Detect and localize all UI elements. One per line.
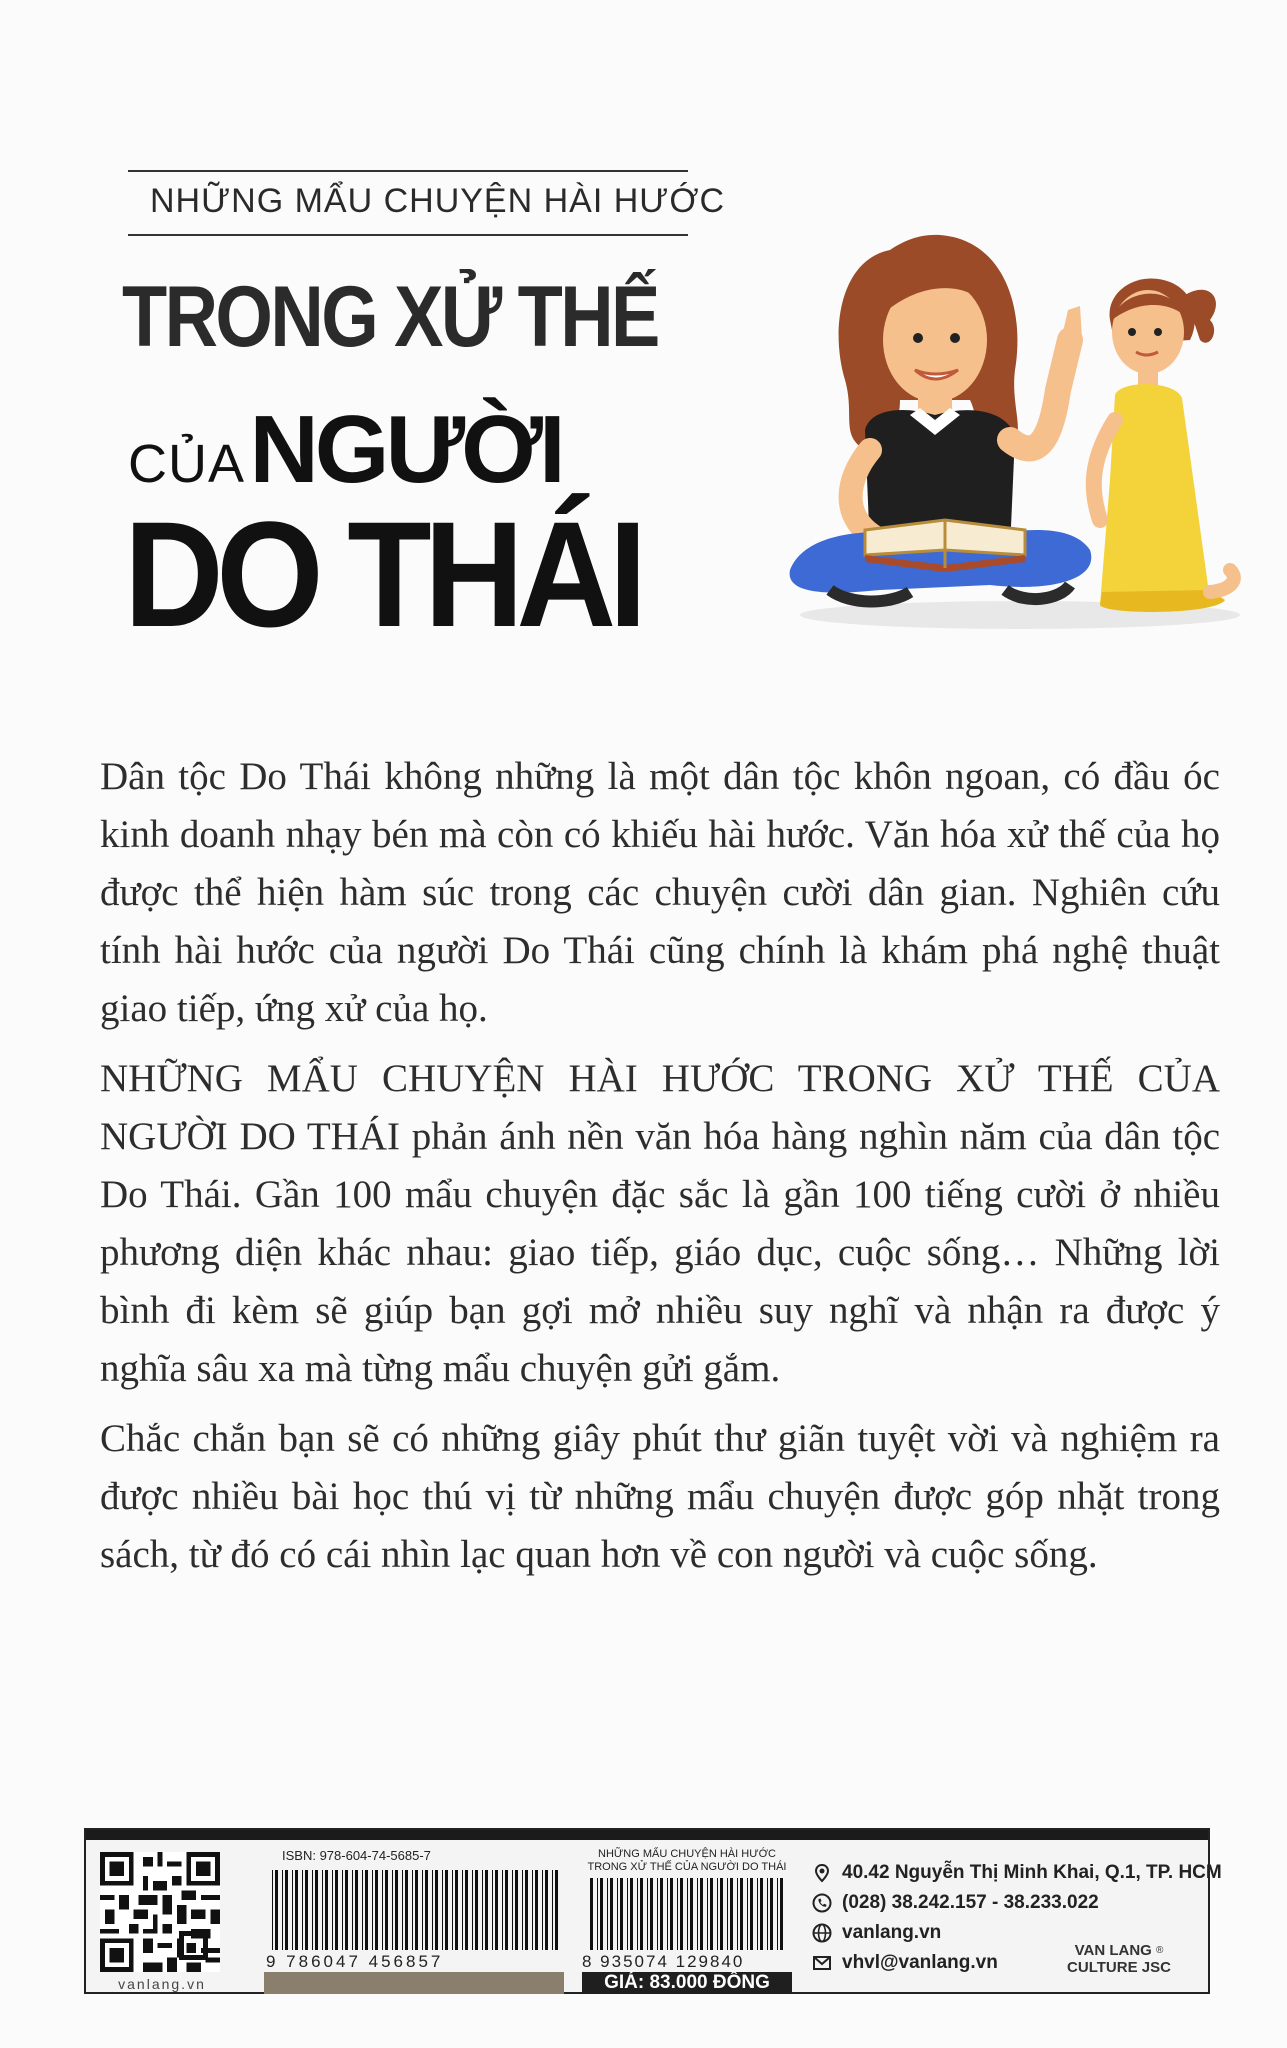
barcode-bar <box>707 1878 708 1950</box>
barcode-bar <box>690 1878 693 1950</box>
product-barcode <box>588 1878 784 1950</box>
barcode-bar <box>620 1878 623 1950</box>
barcode-bar <box>352 1870 353 1950</box>
barcode-bar <box>525 1870 528 1950</box>
contact-address-row <box>812 1858 1222 1888</box>
barcode-bar <box>385 1870 388 1950</box>
registered-mark-icon: ® <box>1156 1945 1164 1956</box>
brand-name: VAN LANG <box>1074 1942 1152 1959</box>
barcode-bar <box>780 1878 783 1950</box>
barcode-bar <box>630 1878 633 1950</box>
barcode-bar <box>670 1878 673 1950</box>
barcode-bar <box>465 1870 468 1950</box>
barcode-bar <box>285 1870 288 1950</box>
blurb-paragraph-3: Chắc chắn bạn sẽ có những giây phút thư giãn tuyệt vời và nghiệm ra được nhiều bài học thú vị từ những mẩu chuyện được góp nhặt trong sách, từ đó có cái nhìn lạc quan hơn về con người và cuộc sống. <box>100 1417 1220 1576</box>
barcode-bar <box>322 1870 323 1950</box>
back-cover-blurb <box>100 748 1220 1596</box>
globe-icon <box>812 1923 832 1943</box>
location-pin-icon <box>812 1863 832 1883</box>
publisher-brand <box>1054 1942 1184 1976</box>
barcode-bar <box>680 1878 683 1950</box>
barcode-bar <box>462 1870 463 1950</box>
barcode-bar <box>600 1878 603 1950</box>
barcode-bar <box>647 1878 648 1950</box>
barcode-bar <box>720 1878 723 1950</box>
barcode-bar <box>392 1870 393 1950</box>
barcode-bar <box>372 1870 373 1950</box>
barcode-bar <box>312 1870 313 1950</box>
barcode-bar <box>302 1870 303 1950</box>
barcode-bar <box>452 1870 453 1950</box>
price-book-title: NHỮNG MẨU CHUYỆN HÀI HƯỚC TRONG XỬ THẾ CỦA NGƯỜI DO THÁI <box>587 1848 787 1873</box>
blurb-paragraph-1: Dân tộc Do Thái không những là một dân tộc khôn ngoan, có đầu óc kinh doanh nhạy bén mà còn có khiếu hài hước. Văn hóa xử thế của họ được thể hiện hàm súc trong các chuyện cười dân gian. Nghiên cứu tính hài hước của người Do Thái cũng chính là khám phá nghệ thuật giao tiếp, ứng xử của họ. <box>100 755 1220 1030</box>
barcode-bar <box>555 1870 558 1950</box>
barcode-bar <box>485 1870 488 1950</box>
barcode-bar <box>777 1878 778 1950</box>
barcode-bar <box>405 1870 408 1950</box>
barcode-bar <box>355 1870 358 1950</box>
barcode-bar <box>515 1870 518 1950</box>
barcode-bar <box>275 1870 278 1950</box>
barcode-bar <box>472 1870 473 1950</box>
barcode-bar <box>737 1878 738 1950</box>
isbn-digits: 9 786047 456857 <box>266 1952 444 1971</box>
barcode-bar <box>740 1878 743 1950</box>
barcode-bar <box>770 1878 773 1950</box>
barcode-bar <box>402 1870 403 1950</box>
barcode-bar <box>597 1878 598 1950</box>
barcode-bar <box>415 1870 418 1950</box>
book-title-line1: TRONG XỬ THẾ <box>122 269 658 365</box>
isbn-label: ISBN: 978-604-74-5685-7 <box>282 1848 431 1863</box>
barcode-bar <box>442 1870 443 1950</box>
book-title-line3: DO THÁI <box>124 490 640 658</box>
publisher-info-bar <box>84 1828 1222 1994</box>
isbn-color-strip <box>264 1972 564 1994</box>
book-title-cua: CỦA <box>128 434 246 494</box>
barcode-bar <box>700 1878 703 1950</box>
barcode-bar <box>730 1878 733 1950</box>
barcode-bar <box>660 1878 663 1950</box>
price-block <box>582 1848 792 1993</box>
barcode-bar <box>697 1878 698 1950</box>
barcode-bar <box>345 1870 348 1950</box>
mother-daughter-illustration <box>770 220 1250 640</box>
barcode-bar <box>687 1878 688 1950</box>
series-rule-top <box>128 170 688 172</box>
barcode-bar <box>292 1870 293 1950</box>
barcode-bar <box>315 1870 318 1950</box>
series-rule-bottom <box>128 234 688 236</box>
barcode-bar <box>750 1878 753 1950</box>
barcode-bar <box>342 1870 343 1950</box>
barcode-bar <box>505 1870 508 1950</box>
barcode-bar <box>657 1878 658 1950</box>
barcode-bar <box>767 1878 768 1950</box>
barcode-bar <box>432 1870 433 1950</box>
barcode-bar <box>305 1870 308 1950</box>
barcode-bar <box>542 1870 543 1950</box>
book-title-nguoi: NGƯỜI <box>249 396 562 503</box>
isbn-block <box>266 1848 566 1990</box>
isbn-barcode <box>270 1870 562 1950</box>
barcode-bar <box>535 1870 538 1950</box>
contact-website: vanlang.vn <box>842 1922 942 1943</box>
barcode-bar <box>502 1870 503 1950</box>
barcode-bar <box>332 1870 333 1950</box>
barcode-bar <box>375 1870 378 1950</box>
barcode-bar <box>667 1878 668 1950</box>
phone-icon <box>812 1893 832 1913</box>
brand-subtitle: CULTURE JSC <box>1067 1959 1171 1976</box>
contact-phone: (028) 38.242.157 - 38.233.022 <box>842 1892 1099 1913</box>
barcode-bar <box>677 1878 678 1950</box>
price-label: GIÁ: 83.000 ĐỒNG <box>582 1972 792 1994</box>
barcode-bar <box>272 1870 273 1950</box>
barcode-bar <box>495 1870 498 1950</box>
barcode-bar <box>475 1870 478 1950</box>
barcode-bar <box>425 1870 428 1950</box>
barcode-bar <box>532 1870 533 1950</box>
barcode-bar <box>382 1870 383 1950</box>
envelope-icon <box>812 1953 832 1973</box>
barcode-bar <box>545 1870 548 1950</box>
barcode-bar <box>335 1870 338 1950</box>
barcode-bar <box>512 1870 513 1950</box>
qr-caption: vanlang.vn <box>118 1976 206 1992</box>
barcode-bar <box>710 1878 713 1950</box>
barcode-bar <box>727 1878 728 1950</box>
barcode-bar <box>482 1870 483 1950</box>
qr-code <box>100 1852 220 1972</box>
barcode-bar <box>412 1870 413 1950</box>
barcode-bar <box>362 1870 363 1950</box>
barcode-bar <box>422 1870 423 1950</box>
barcode-bar <box>282 1870 283 1950</box>
barcode-bar <box>610 1878 613 1950</box>
barcode-bar <box>295 1870 298 1950</box>
barcode-bar <box>492 1870 493 1950</box>
contact-address: 40.42 Nguyễn Thị Minh Khai, Q.1, TP. HCM <box>842 1862 1222 1883</box>
barcode-bar <box>445 1870 448 1950</box>
barcode-bar <box>637 1878 638 1950</box>
barcode-bar <box>747 1878 748 1950</box>
barcode-bar <box>627 1878 628 1950</box>
barcode-bar <box>552 1870 553 1950</box>
barcode-bar <box>717 1878 718 1950</box>
bar-top-band <box>86 1830 1208 1840</box>
barcode-bar <box>650 1878 653 1950</box>
product-barcode-digits: 8 935074 129840 <box>582 1952 745 1971</box>
blurb-paragraph-2: NHỮNG MẨU CHUYỆN HÀI HƯỚC TRONG XỬ THẾ CỦA NGƯỜI DO THÁI phản ánh nền văn hóa hàng nghìn năm của dân tộc Do Thái. Gần 100 mẩu chuyện đặc sắc là gần 100 tiếng cười ở nhiều phương diện khác nhau: giao tiếp, giáo dục, cuộc sống… Những lời bình đi kèm sẽ giúp bạn gợi mở nhiều suy nghĩ và nhận ra được ý nghĩa sâu xa mà từng mẩu chuyện gửi gắm. <box>100 1057 1220 1390</box>
barcode-bar <box>325 1870 328 1950</box>
contact-phone-row <box>812 1888 1142 1918</box>
barcode-bar <box>455 1870 458 1950</box>
barcode-bar <box>435 1870 438 1950</box>
barcode-bar <box>522 1870 523 1950</box>
barcode-bar <box>395 1870 398 1950</box>
barcode-bar <box>617 1878 618 1950</box>
barcode-bar <box>590 1878 593 1950</box>
series-title: NHỮNG MẨU CHUYỆN HÀI HƯỚC <box>150 182 726 220</box>
barcode-bar <box>760 1878 763 1950</box>
contact-email: vhvl@vanlang.vn <box>842 1952 998 1973</box>
barcode-bar <box>640 1878 643 1950</box>
barcode-bar <box>365 1870 368 1950</box>
barcode-bar <box>757 1878 758 1950</box>
barcode-bar <box>607 1878 608 1950</box>
